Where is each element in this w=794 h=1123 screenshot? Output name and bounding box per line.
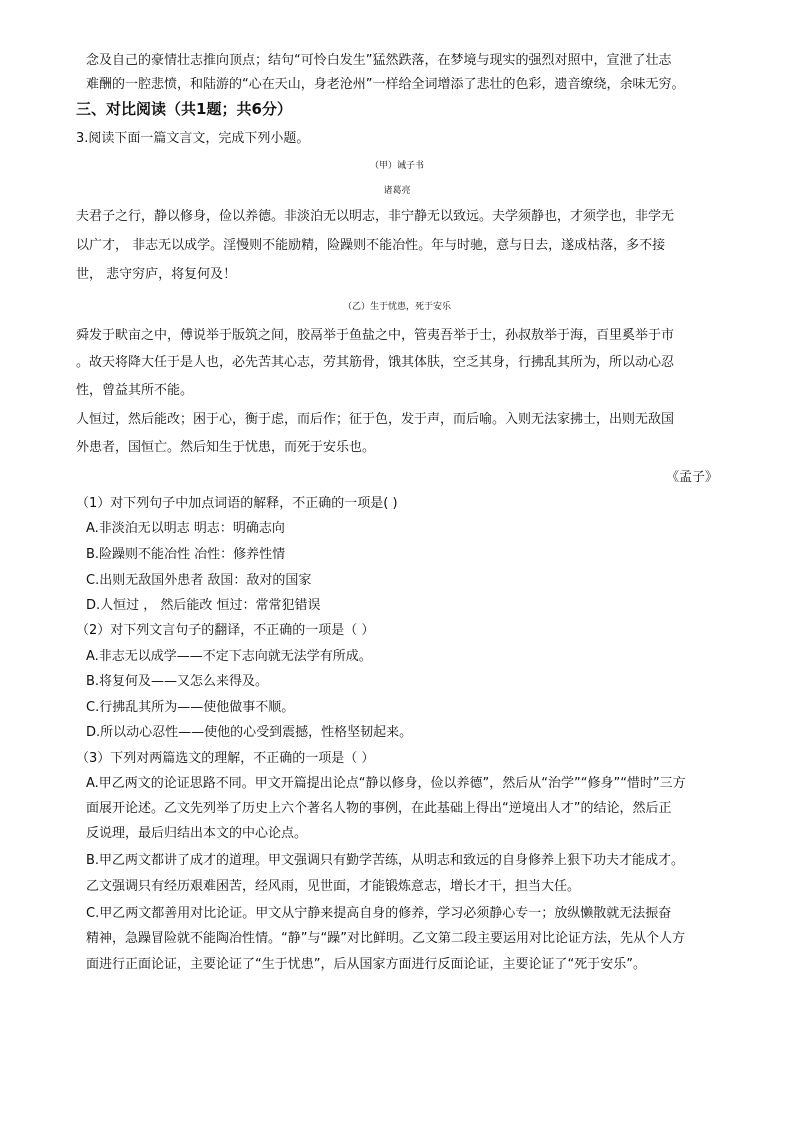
q3-option-line-2: 面展开论述。乙文先列举了历史上六个著名人物的事例，在此基础上得出“逆境出人才”的结论，然后正 — [86, 801, 672, 816]
q1-stem: （1）对下列句子中加点词语的解释，不正确的一项是( ) — [76, 496, 398, 511]
q3-option-line-4: B.甲乙两文都讲了成才的道理。甲文强调只有勤学苦练，从明志和致远的自身修养上狠下功夫才能成才。 — [86, 853, 685, 868]
q3-option-line-6: C.甲乙两文都善用对比论证。甲文从宁静来提高自身的修养，学习必须静心专一；放纵懒散就无法振奋 — [86, 906, 672, 921]
q3-option-line-7: 精神，急躁冒险就不能陶冶性情。“静”与“躁”对比鲜明。乙文第二段主要运用对比论证方法，先从个人方 — [86, 931, 685, 946]
q3-option-line-8: 面进行正面论证，主要论证了“生于忧患”，后从国家方面进行反面论证，主要论证了“死于安乐”。 — [86, 957, 646, 972]
text-b-line-5: 外患者，国恒亡。然后知生于忧患，而死于安乐也。 — [76, 440, 376, 455]
q2-option-c: C.行拂乱其所为——使他做事不顺。 — [86, 700, 295, 715]
q3-option-line-3: 反说理，最后归结出本文的中心论点。 — [86, 826, 308, 841]
intro-line-2: 难酬的一腔悲愤，和陆游的“心在天山，身老沧州”一样给全词增添了悲壮的色彩，遗音缭绕，余味无穷。 — [86, 77, 685, 92]
intro-line-1: 念及自己的豪情壮志推向顶点；结句“可怜白发生”猛然跌落，在梦境与现实的强烈对照中，宣泄了壮志 — [86, 53, 672, 68]
text-b-line-4: 人恒过，然后能改；困于心，衡于虑，而后作；征于色，发于声，而后喻。入则无法家拂士，出则无敌国 — [76, 412, 675, 427]
q1-option-c: C.出则无敌国外患者 敌国：敌对的国家 — [86, 573, 312, 588]
q2-option-a: A.非志无以成学——不定下志向就无法学有所成。 — [86, 649, 372, 664]
q3-option-line-1: A.甲乙两文的论证思路不同。甲文开篇提出论点“静以修身，俭以养德”，然后从“治学”“修身”“惜时”三方 — [86, 776, 686, 791]
text-a-line-3: 世， 悲守穷庐，将复何及！ — [76, 267, 237, 282]
text-a-author: 诸葛亮 — [383, 186, 411, 196]
text-b-line-2: 。故天将降大任于是人也，必先苦其心志，劳其筋骨，饿其体肤，空乏其身，行拂乱其所为，所以动心忍 — [76, 355, 675, 370]
q2-stem: （2）对下列文言句子的翻译，不正确的一项是（ ） — [76, 623, 375, 638]
question-intro: 3.阅读下面一篇文言文，完成下列小题。 — [76, 131, 310, 146]
q1-option-a: A.非淡泊无以明志 明志：明确志向 — [86, 521, 285, 536]
text-a-line-2: 以广才， 非志无以成学。淫慢则不能励精，险躁则不能冶性。年与时驰，意与日去，遂成枯落，多不接 — [76, 238, 666, 253]
q2-option-b: B.将复何及——又怎么来得及。 — [86, 674, 269, 689]
text-a-title: （甲）诫子书 — [369, 161, 424, 171]
q1-option-d: D.人恒过 ， 然后能改 恒过：常常犯错误 — [86, 598, 321, 613]
q1-option-b: B.险躁则不能冶性 冶性：修养性情 — [86, 547, 286, 562]
text-b-line-3: 性，曾益其所不能。 — [76, 383, 194, 398]
q3-stem: （3）下列对两篇选文的理解，不正确的一项是（ ） — [76, 751, 375, 766]
q2-option-d: D.所以动心忍性——使他的心受到震撼，性格坚韧起来。 — [86, 725, 413, 740]
text-b-line-1: 舜发于畎亩之中，傅说举于版筑之间，胶鬲举于鱼盐之中，管夷吾举于士，孙叔敖举于海，百里奚举于市 — [76, 328, 675, 343]
text-b-source: 《孟子》 — [665, 470, 718, 485]
section-title: 三、对比阅读（共1题；共6分） — [76, 100, 292, 118]
q3-option-line-5: 乙文强调只有经历艰难困苦，经风雨，见世面，才能锻炼意志，增长才干，担当大任。 — [86, 879, 581, 894]
text-a-line-1: 夫君子之行，静以修身，俭以养德。非淡泊无以明志，非宁静无以致远。夫学须静也，才须学也，非学无 — [76, 209, 675, 224]
text-b-title: （乙）生于忧患，死于安乐 — [342, 302, 451, 312]
